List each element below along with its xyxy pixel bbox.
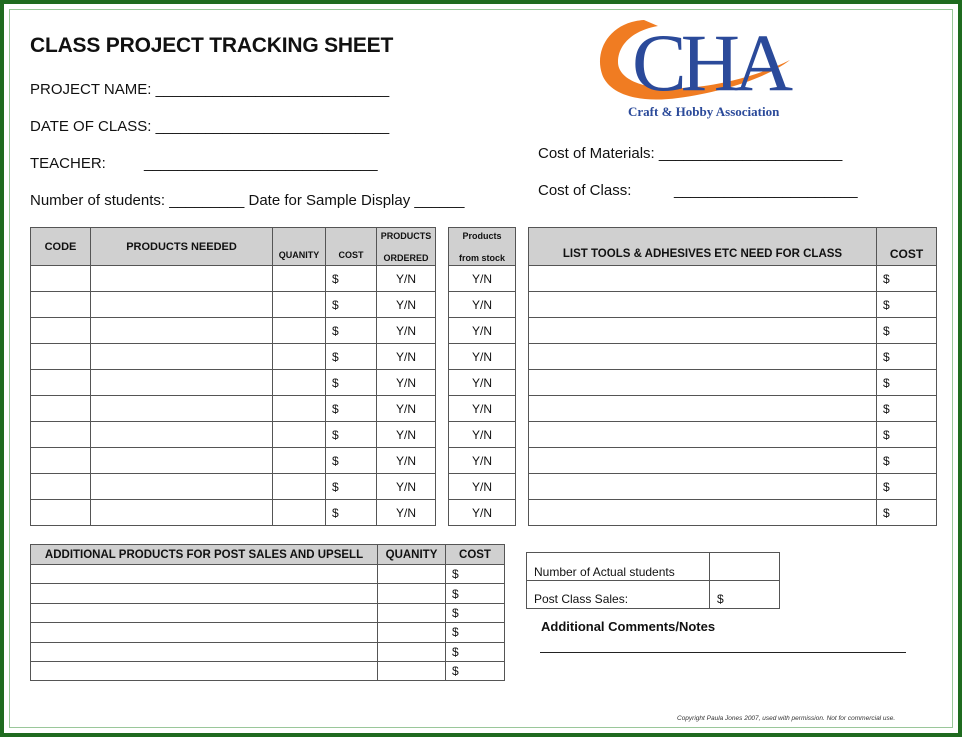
quantity-cell[interactable] [273,500,326,526]
additional-product-cell[interactable] [31,603,378,622]
cost-cell[interactable]: $ [326,396,377,422]
table-row [449,344,516,370]
additional-cost-cell[interactable]: $ [446,584,505,603]
ordered-cell[interactable]: Y/N [377,344,436,370]
cost-header: COST [326,228,377,266]
additional-quantity-cell[interactable] [378,603,446,622]
tool-cell[interactable] [529,422,877,448]
cost-cell[interactable]: $ [326,292,377,318]
code-cell[interactable] [31,396,91,422]
table-row [529,370,937,396]
ordered-cell[interactable]: Y/N [377,474,436,500]
quantity-header: QUANITY [273,228,326,266]
product-cell[interactable] [91,292,273,318]
additional-cost-header: COST [446,545,505,565]
copyright-notice: Copyright Paula Jones 2007, used with permission. Not for commercial use. [677,715,896,722]
teacher-field[interactable]: ____________________________ [144,155,378,172]
quantity-cell[interactable] [273,422,326,448]
code-cell[interactable] [31,292,91,318]
additional-products-table [30,544,505,681]
ordered-cell[interactable]: Y/N [377,448,436,474]
additional-product-cell[interactable] [31,661,378,680]
additional-quantity-cell[interactable] [378,584,446,603]
table-row [529,474,937,500]
code-cell[interactable] [31,266,91,292]
tool-cost-cell[interactable]: $ [877,396,937,422]
tool-cell[interactable] [529,500,877,526]
ordered-cell[interactable]: Y/N [377,292,436,318]
ordered-cell[interactable]: Y/N [377,396,436,422]
cost-cell[interactable]: $ [326,318,377,344]
table-row [31,584,505,603]
code-cell[interactable] [31,370,91,396]
tool-cost-cell[interactable]: $ [877,500,937,526]
table-row [31,661,505,680]
logo-subtitle: Craft & Hobby Association [628,104,780,119]
cost-cell[interactable]: $ [326,474,377,500]
comments-input-line[interactable] [540,652,906,653]
logo-letters: CHA [632,17,788,108]
additional-quantity-cell[interactable] [378,623,446,642]
tool-cell[interactable] [529,370,877,396]
from-stock-header: Products from stock [449,228,516,266]
date-of-class-field[interactable]: DATE OF CLASS: ____________________________ [30,118,390,135]
post-class-sales-label: Post Class Sales: [527,581,710,609]
quantity-cell[interactable] [273,344,326,370]
tool-cell[interactable] [529,396,877,422]
code-cell[interactable] [31,474,91,500]
from-stock-cell[interactable]: Y/N [449,370,516,396]
tool-cost-cell[interactable]: $ [877,448,937,474]
table-row [31,603,505,622]
tool-cell[interactable] [529,318,877,344]
summary-table [526,552,780,609]
table-row [449,474,516,500]
tool-cell[interactable] [529,292,877,318]
additional-quantity-cell[interactable] [378,565,446,584]
quantity-cell[interactable] [273,292,326,318]
table-row [449,448,516,474]
table-row [31,266,436,292]
table-row [449,500,516,526]
table-row [449,292,516,318]
code-cell[interactable] [31,422,91,448]
product-cell[interactable] [91,318,273,344]
number-of-students-field[interactable]: Number of students: _________ Date for Sample Display ______ [30,192,465,209]
products-needed-header: PRODUCTS NEEDED [91,228,273,266]
ordered-cell[interactable]: Y/N [377,266,436,292]
code-cell[interactable] [31,500,91,526]
table-row [529,266,937,292]
additional-cost-cell[interactable]: $ [446,661,505,680]
table-row [31,500,436,526]
code-cell[interactable] [31,318,91,344]
additional-cost-cell[interactable]: $ [446,623,505,642]
cost-cell[interactable]: $ [326,448,377,474]
code-cell[interactable] [31,344,91,370]
additional-product-cell[interactable] [31,623,378,642]
additional-product-cell[interactable] [31,584,378,603]
table-row [31,565,505,584]
cost-of-class-label: Cost of Class: [538,182,632,199]
quantity-cell[interactable] [273,448,326,474]
cost-cell[interactable]: $ [326,370,377,396]
ordered-cell[interactable]: Y/N [377,422,436,448]
ordered-cell[interactable]: Y/N [377,500,436,526]
additional-cost-cell[interactable]: $ [446,642,505,661]
tool-cost-cell[interactable]: $ [877,292,937,318]
table-row [31,623,505,642]
cost-cell[interactable]: $ [326,344,377,370]
additional-cost-cell[interactable]: $ [446,603,505,622]
table-row [529,500,937,526]
teacher-label: TEACHER: [30,155,106,172]
code-cell[interactable] [31,448,91,474]
product-cell[interactable] [91,448,273,474]
table-row [449,266,516,292]
quantity-cell[interactable] [273,396,326,422]
tool-cell[interactable] [529,266,877,292]
table-row [31,422,436,448]
post-class-sales-input[interactable]: $ [710,581,780,609]
comments-label: Additional Comments/Notes [541,619,716,634]
table-row [529,396,937,422]
tool-cost-cell[interactable]: $ [877,344,937,370]
from-stock-cell[interactable]: Y/N [449,266,516,292]
products-ordered-header: PRODUCTS ORDERED [377,228,436,266]
quantity-cell[interactable] [273,318,326,344]
table-row [449,318,516,344]
table-row [449,396,516,422]
from-stock-cell[interactable]: Y/N [449,422,516,448]
from-stock-cell[interactable]: Y/N [449,474,516,500]
product-cell[interactable] [91,396,273,422]
tools-header: LIST TOOLS & ADHESIVES ETC NEED FOR CLASS [529,228,877,266]
tool-cost-cell[interactable]: $ [877,370,937,396]
actual-students-label: Number of Actual students [527,553,710,581]
additional-quantity-cell[interactable] [378,642,446,661]
table-row [449,370,516,396]
table-row [31,344,436,370]
cost-of-class-field[interactable]: ______________________ [674,182,858,199]
quantity-cell[interactable] [273,370,326,396]
tool-cost-cell[interactable]: $ [877,422,937,448]
tools-table [528,227,937,526]
additional-quantity-cell[interactable] [378,661,446,680]
project-name-field[interactable]: PROJECT NAME: ____________________________ [30,81,390,98]
cost-cell[interactable]: $ [326,266,377,292]
table-row [31,642,505,661]
from-stock-cell[interactable]: Y/N [449,344,516,370]
tool-cell[interactable] [529,344,877,370]
product-cell[interactable] [91,500,273,526]
from-stock-cell[interactable]: Y/N [449,292,516,318]
table-row [31,318,436,344]
additional-quantity-header: QUANITY [378,545,446,565]
cost-of-materials-field[interactable]: Cost of Materials: ______________________ [538,145,843,162]
page-title: CLASS PROJECT TRACKING SHEET [30,34,394,57]
table-row [31,474,436,500]
table-row [31,292,436,318]
product-cell[interactable] [91,370,273,396]
table-row [31,396,436,422]
table-row [449,422,516,448]
table-row [529,448,937,474]
ordered-cell[interactable]: Y/N [377,370,436,396]
product-cell[interactable] [91,474,273,500]
quantity-cell[interactable] [273,474,326,500]
actual-students-input[interactable] [710,553,780,581]
tool-cost-cell[interactable]: $ [877,318,937,344]
table-row [529,292,937,318]
tool-cell[interactable] [529,474,877,500]
additional-cost-cell[interactable]: $ [446,565,505,584]
additional-products-header: ADDITIONAL PRODUCTS FOR POST SALES AND UPSELL [31,545,378,565]
additional-product-cell[interactable] [31,565,378,584]
cost-cell[interactable]: $ [326,422,377,448]
tool-cost-cell[interactable]: $ [877,266,937,292]
code-header: CODE [31,228,91,266]
product-cell[interactable] [91,422,273,448]
product-cell[interactable] [91,266,273,292]
from-stock-cell[interactable]: Y/N [449,500,516,526]
table-row [529,344,937,370]
additional-product-cell[interactable] [31,642,378,661]
table-row [529,422,937,448]
table-row [529,318,937,344]
quantity-cell[interactable] [273,266,326,292]
ordered-cell[interactable]: Y/N [377,318,436,344]
table-row [31,448,436,474]
stock-table [448,227,516,526]
from-stock-cell[interactable]: Y/N [449,396,516,422]
from-stock-cell[interactable]: Y/N [449,318,516,344]
product-cell[interactable] [91,344,273,370]
tools-cost-header: COST [877,228,937,266]
cost-cell[interactable]: $ [326,500,377,526]
table-row [31,370,436,396]
tool-cost-cell[interactable]: $ [877,474,937,500]
products-table [30,227,436,526]
tool-cell[interactable] [529,448,877,474]
from-stock-cell[interactable]: Y/N [449,448,516,474]
